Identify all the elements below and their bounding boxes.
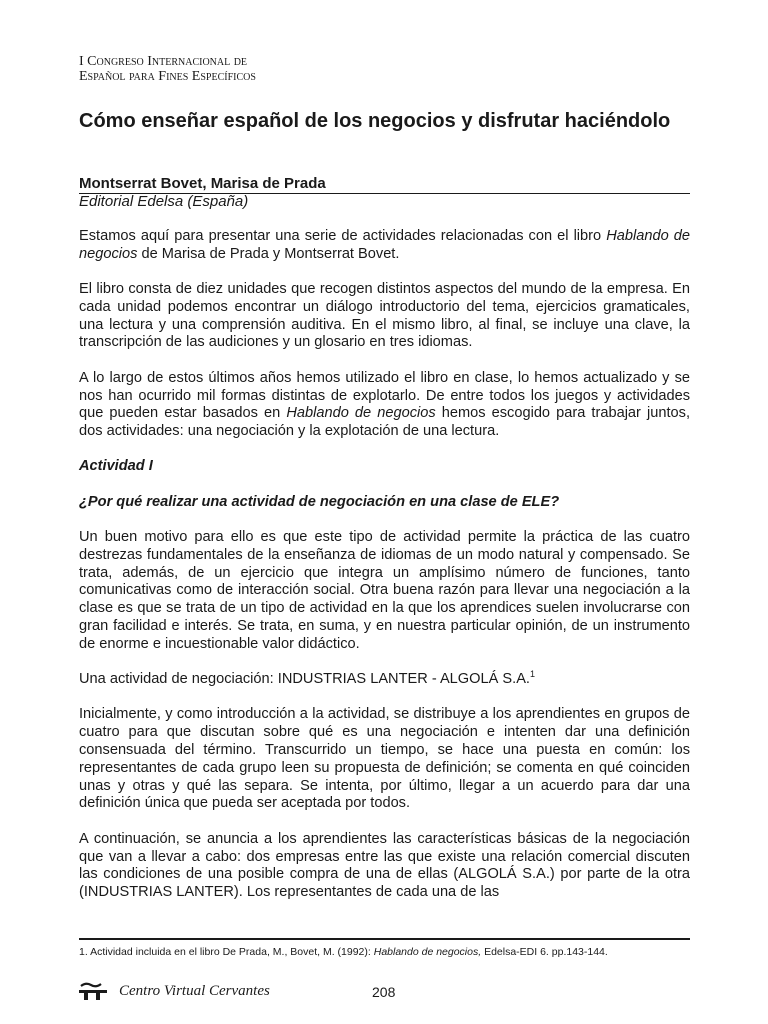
paragraph-activities: A lo largo de estos últimos años hemos utilizado el libro en clase, lo hemos actualizado y se nos han ocurrido mil formas distintas de explotarlo. De entre todos los juegos y actividades que pueden estar basados en Hablando de negocios hemos escogido para trabajar juntos, dos actividades: una negociación y la explotación de una lectura.	[79, 369, 690, 440]
heading-activity: Actividad I	[79, 458, 153, 475]
book-title: Hablando de negocios	[286, 405, 436, 422]
footnote-reference[interactable]: 1	[529, 669, 535, 680]
article-title: Cómo enseñar español de los negocios y disfrutar haciéndolo	[79, 110, 671, 132]
conference-line-1: I Congreso Internacional de	[79, 54, 248, 69]
book-title: Hablando de negocios	[79, 228, 690, 262]
paragraph-introduction-activity: Inicialmente, y como introducción a la actividad, se distribuye a los aprendientes en grupos de cuatro para que discutan sobre qué es una negociación e intenten dar una definición consensuada del término. Transcurrido un tiempo, se hace una puesta en común: los representantes de cada grupo leen su propuesta de definición; se comenta en qué coinciden unas y otras y qué las separa. Se intenta, por último, llegar a un acuerdo para dar una definición única que pueda ser aceptada por todos.	[79, 706, 690, 812]
footnote-divider	[79, 938, 690, 940]
paragraph-negotiation-details: A continuación, se anuncia a los aprendientes las características básicas de la negociación que van a llevar a cabo: dos empresas entre las que existe una relación comercial discuten las condiciones de una posible compra de una de ellas (ALGOLÁ S.A.) por parte de la otra (INDUSTRIAS LANTER). Los representantes de cada una de las	[79, 830, 690, 901]
footnote: 1. Actividad incluida en el libro De Prada, M., Bovet, M. (1992): Hablando de negocios, Edelsa-EDI 6. pp.143-144.	[79, 946, 608, 958]
cvc-logo-icon	[79, 982, 107, 1000]
paragraph-motivation: Un buen motivo para ello es que este tipo de actividad permite la práctica de las cuatro destrezas fundamentales de la enseñanza de idiomas de un modo natural y compensado. Se trata, además, de un ejercicio que integra un amplísimo número de funciones, tanto comunicativas como de interacción social. Otra buena razón para llevar una negociación a la clase es que se trata de un tipo de actividad en la que los aprendices suelen involucrarse con gran facilidad e interés. Se trata, en suma, y en nuestra particular opinión, de un instrumento de enorme e incuestionable valor didáctico.	[79, 529, 690, 652]
article-affiliation: Editorial Edelsa (España)	[79, 193, 249, 210]
footnote-book-title: Hablando de negocios,	[373, 946, 482, 958]
paragraph-intro: Estamos aquí para presentar una serie de actividades relacionadas con el libro Hablando de negocios de Marisa de Prada y Montserrat Bovet.	[79, 228, 690, 262]
article-authors: Montserrat Bovet, Marisa de Prada	[79, 175, 690, 194]
page-footer	[79, 980, 690, 1004]
heading-question: ¿Por qué realizar una actividad de negociación en una clase de ELE?	[79, 493, 560, 510]
paragraph-activity-name: Una actividad de negociación: INDUSTRIAS LANTER - ALGOLÁ S.A.$^1$	[79, 669, 535, 688]
conference-line-2: Español para Fines Específicos	[79, 69, 256, 84]
conference-header	[79, 54, 256, 84]
page-number: 208	[372, 984, 396, 1000]
article-body	[79, 228, 690, 919]
footer-publisher-name: Centro Virtual Cervantes	[119, 983, 270, 999]
paragraph-book-description: El libro consta de diez unidades que recogen distintos aspectos del mundo de la empresa. En cada unidad podemos encontrar un diálogo introductorio del tema, ejercicios gramaticales, una lectura y una comprensión auditiva. En el mismo libro, al final, se incluye una clave, la transcripción de las audiciones y un glosario en tres idiomas.	[79, 281, 690, 351]
